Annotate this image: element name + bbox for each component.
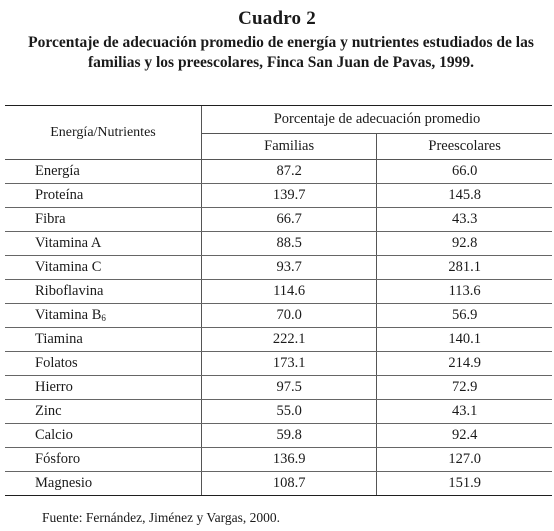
nutrient-name: Proteína: [35, 187, 84, 203]
nutrient-name: Vitamina C: [35, 259, 102, 275]
preescolares-value-cell: 145.8: [377, 184, 552, 208]
preescolares-value-cell: 151.9: [448, 475, 481, 491]
nutrient-name: Magnesio: [35, 475, 93, 491]
table-row: [5, 232, 552, 256]
table-row: [5, 376, 552, 400]
nutrient-name-cell: [5, 352, 202, 376]
nutrient-name-cell: [5, 256, 202, 280]
familias-value-cell: 87.2: [202, 160, 377, 184]
preescolares-value-cell: 281.1: [377, 256, 552, 280]
nutrient-name-cell: [5, 400, 202, 424]
table-row: [5, 304, 552, 328]
nutrient-name: Energía: [35, 163, 80, 179]
nutrient-name-cell: [5, 280, 202, 304]
preescolares-value-cell: 43.1: [377, 400, 552, 424]
nutrient-adequacy-table: [5, 106, 552, 495]
nutrient-name-cell: [5, 208, 202, 232]
nutrient-name: Fósforo: [35, 451, 81, 467]
familias-column-header: Familias: [202, 134, 377, 160]
nutrient-table-frame: [5, 105, 552, 496]
nutrient-name: Hierro: [35, 379, 73, 395]
preescolares-value-cell: 92.8: [377, 232, 552, 256]
table-caption-number: Cuadro 2: [238, 8, 316, 29]
table-row: [5, 160, 552, 184]
preescolares-value-cell: 113.6: [377, 280, 552, 304]
familias-value-cell: 222.1: [202, 328, 377, 352]
nutrient-name-cell: [5, 328, 202, 352]
table-row: [5, 400, 552, 424]
nutrient-name-cell: [5, 376, 202, 400]
familias-value-cell: 108.7: [202, 472, 377, 496]
nutrient-name: Zinc: [35, 403, 62, 419]
nutrient-name-cell: [5, 448, 202, 472]
table-row: [5, 472, 552, 496]
table-row: [5, 184, 552, 208]
preescolares-value-cell: 92.4: [377, 424, 552, 448]
familias-value-cell: 55.0: [202, 400, 377, 424]
nutrient-name: Vitamina B: [35, 307, 102, 323]
familias-value-cell: 70.0: [202, 304, 377, 328]
preescolares-value-cell: 72.9: [377, 376, 552, 400]
familias-value-cell: 66.7: [202, 208, 377, 232]
preescolares-column-header: Preescolares: [377, 134, 552, 160]
preescolares-value-cell: 127.0: [377, 448, 552, 472]
adequacy-group-header: Porcentaje de adecuación promedio: [202, 106, 553, 134]
nutrient-name-cell: [5, 472, 202, 496]
caption-line-1: Porcentaje de adecuación promedio de energía y nutrientes estudiados de las: [28, 34, 534, 51]
table-row: [5, 448, 552, 472]
nutrient-name-cell: [5, 304, 202, 328]
table-row: [5, 424, 552, 448]
familias-value-cell: 97.5: [202, 376, 377, 400]
table-header: [5, 106, 552, 160]
nutrient-name: Riboflavina: [35, 283, 104, 299]
nutrient-column-header: Energía/Nutrientes: [5, 106, 202, 160]
familias-value-cell: 114.6: [202, 280, 377, 304]
familias-value-cell: 59.8: [202, 424, 377, 448]
familias-value-cell: 139.7: [202, 184, 377, 208]
table-body: [5, 160, 552, 496]
nutrient-name: Folatos: [35, 355, 78, 371]
nutrient-name-cell: [5, 424, 202, 448]
familias-value-cell: 88.5: [202, 232, 377, 256]
nutrient-name: Vitamina A: [35, 235, 102, 251]
table-row: [5, 328, 552, 352]
header-row-1: [5, 106, 552, 134]
table-row: [5, 208, 552, 232]
familias-value-cell: 173.1: [202, 352, 377, 376]
nutrient-subscript: 6: [101, 313, 106, 323]
table-row: [5, 256, 552, 280]
preescolares-value-cell: 140.1: [377, 328, 552, 352]
source-note: Fuente: Fernández, Jiménez y Vargas, 2000.: [42, 510, 280, 525]
preescolares-value-cell: 43.3: [377, 208, 552, 232]
table-row: [5, 280, 552, 304]
nutrient-name: Fibra: [35, 211, 66, 227]
preescolares-value-cell: 66.0: [377, 160, 552, 184]
nutrient-name: Calcio: [35, 427, 73, 443]
table-caption-title: [8, 33, 554, 73]
familias-value-cell: 93.7: [202, 256, 377, 280]
nutrient-name-cell: [5, 232, 202, 256]
nutrient-name-cell: [5, 184, 202, 208]
caption-line-2: familias y los preescolares, Finca San Juan de Pavas, 1999.: [87, 54, 475, 71]
familias-value-cell: 136.9: [202, 448, 377, 472]
nutrient-name-cell: [5, 160, 202, 184]
preescolares-value-cell: 56.9: [377, 304, 552, 328]
preescolares-value-cell: 214.9: [377, 352, 552, 376]
nutrient-name: Tiamina: [35, 331, 83, 347]
table-row: [5, 352, 552, 376]
